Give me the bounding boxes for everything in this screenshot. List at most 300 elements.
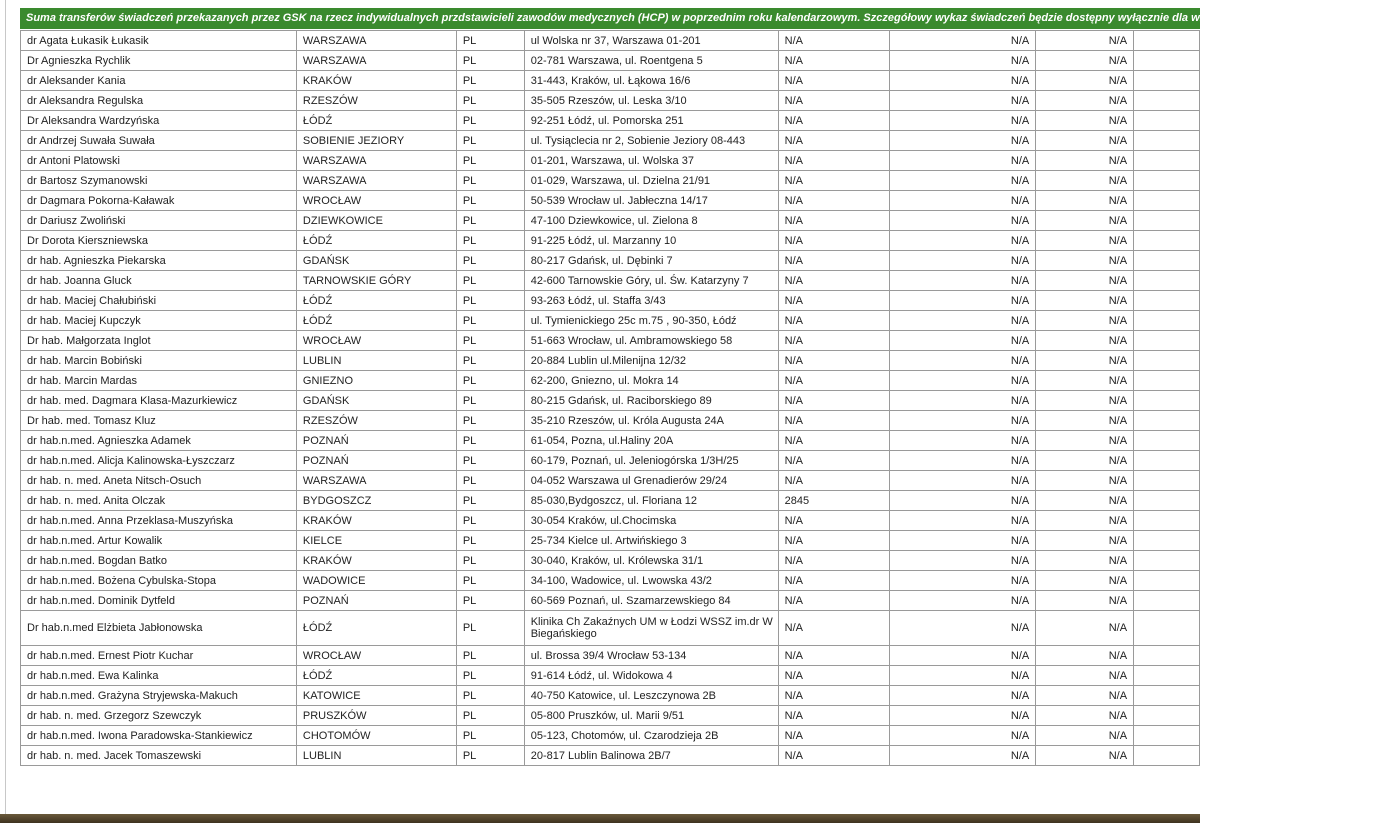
hcp-name-cell: dr hab.n.med. Anna Przeklasa-Muszyńska xyxy=(21,511,297,531)
hcp-name-cell: dr hab. n. med. Anita Olczak xyxy=(21,491,297,511)
empty-cell xyxy=(1134,726,1200,746)
city-cell: ŁÓDŹ xyxy=(296,611,456,646)
value-cell: N/A xyxy=(778,411,890,431)
value-cell: N/A xyxy=(1036,111,1134,131)
table-row xyxy=(21,411,1200,431)
hcp-name-cell: dr Andrzej Suwała Suwała xyxy=(21,131,297,151)
country-cell: PL xyxy=(456,271,524,291)
value-cell: N/A xyxy=(778,331,890,351)
city-cell: ŁÓDŹ xyxy=(296,311,456,331)
city-cell: WARSZAWA xyxy=(296,151,456,171)
value-cell: N/A xyxy=(890,551,1036,571)
address-cell: 34-100, Wadowice, ul. Lwowska 43/2 xyxy=(524,571,778,591)
value-cell: N/A xyxy=(778,391,890,411)
value-cell: N/A xyxy=(890,91,1036,111)
address-cell: 35-505 Rzeszów, ul. Leska 3/10 xyxy=(524,91,778,111)
city-cell: KIELCE xyxy=(296,531,456,551)
empty-cell xyxy=(1134,391,1200,411)
country-cell: PL xyxy=(456,371,524,391)
table-row xyxy=(21,611,1200,646)
value-cell: N/A xyxy=(1036,531,1134,551)
country-cell: PL xyxy=(456,191,524,211)
table-row xyxy=(21,431,1200,451)
address-cell: 91-614 Łódź, ul. Widokowa 4 xyxy=(524,666,778,686)
city-cell: RZESZÓW xyxy=(296,91,456,111)
hcp-name-cell: dr Aleksander Kania xyxy=(21,71,297,91)
value-cell: N/A xyxy=(890,391,1036,411)
country-cell: PL xyxy=(456,746,524,766)
value-cell: N/A xyxy=(778,171,890,191)
empty-cell xyxy=(1134,31,1200,51)
hcp-name-cell: dr Dariusz Zwoliński xyxy=(21,211,297,231)
value-cell: N/A xyxy=(778,31,890,51)
hcp-name-cell: Dr hab. med. Tomasz Kluz xyxy=(21,411,297,431)
address-cell: 47-100 Dziewkowice, ul. Zielona 8 xyxy=(524,211,778,231)
address-cell: 93-263 Łódź, ul. Staffa 3/43 xyxy=(524,291,778,311)
country-cell: PL xyxy=(456,331,524,351)
hcp-name-cell: dr hab.n.med. Alicja Kalinowska-Łyszczarz xyxy=(21,451,297,471)
country-cell: PL xyxy=(456,591,524,611)
value-cell: N/A xyxy=(1036,71,1134,91)
value-cell: N/A xyxy=(778,611,890,646)
value-cell: N/A xyxy=(1036,311,1134,331)
value-cell: N/A xyxy=(778,131,890,151)
value-cell: N/A xyxy=(778,511,890,531)
address-cell: 60-179, Poznań, ul. Jeleniogórska 1/3H/25 xyxy=(524,451,778,471)
empty-cell xyxy=(1134,511,1200,531)
address-cell: Klinika Ch Zakaźnych UM w Łodzi WSSZ im.dr W Biegańskiego xyxy=(524,611,778,646)
hcp-transfers-table xyxy=(20,30,1200,766)
address-cell: 25-734 Kielce ul. Artwińskiego 3 xyxy=(524,531,778,551)
empty-cell xyxy=(1134,371,1200,391)
country-cell: PL xyxy=(456,311,524,331)
address-cell: ul. Brossa 39/4 Wrocław 53-134 xyxy=(524,646,778,666)
hcp-name-cell: Dr Dorota Kierszniewska xyxy=(21,231,297,251)
value-cell: N/A xyxy=(890,231,1036,251)
country-cell: PL xyxy=(456,531,524,551)
value-cell: N/A xyxy=(890,431,1036,451)
empty-cell xyxy=(1134,351,1200,371)
empty-cell xyxy=(1134,71,1200,91)
empty-cell xyxy=(1134,571,1200,591)
value-cell: N/A xyxy=(1036,351,1134,371)
empty-cell xyxy=(1134,111,1200,131)
city-cell: GDAŃSK xyxy=(296,391,456,411)
country-cell: PL xyxy=(456,451,524,471)
country-cell: PL xyxy=(456,211,524,231)
table-row xyxy=(21,331,1200,351)
address-cell: 42-600 Tarnowskie Góry, ul. Św. Katarzyny 7 xyxy=(524,271,778,291)
empty-cell xyxy=(1134,231,1200,251)
value-cell: N/A xyxy=(1036,431,1134,451)
table-row xyxy=(21,591,1200,611)
value-cell: N/A xyxy=(1036,666,1134,686)
city-cell: WARSZAWA xyxy=(296,51,456,71)
city-cell: ŁÓDŹ xyxy=(296,291,456,311)
value-cell: N/A xyxy=(890,746,1036,766)
address-cell: 30-054 Kraków, ul.Chocimska xyxy=(524,511,778,531)
value-cell: N/A xyxy=(890,451,1036,471)
value-cell: N/A xyxy=(890,686,1036,706)
value-cell: N/A xyxy=(778,211,890,231)
value-cell: N/A xyxy=(890,511,1036,531)
address-cell: 35-210 Rzeszów, ul. Króla Augusta 24A xyxy=(524,411,778,431)
empty-cell xyxy=(1134,531,1200,551)
value-cell: N/A xyxy=(1036,171,1134,191)
value-cell: N/A xyxy=(778,251,890,271)
page-margin-rule xyxy=(5,0,6,814)
address-cell: 62-200, Gniezno, ul. Mokra 14 xyxy=(524,371,778,391)
empty-cell xyxy=(1134,51,1200,71)
table-row xyxy=(21,551,1200,571)
value-cell: N/A xyxy=(1036,646,1134,666)
hcp-name-cell: dr hab.n.med. Ernest Piotr Kuchar xyxy=(21,646,297,666)
empty-cell xyxy=(1134,251,1200,271)
hcp-name-cell: dr Aleksandra Regulska xyxy=(21,91,297,111)
value-cell: N/A xyxy=(778,151,890,171)
empty-cell xyxy=(1134,451,1200,471)
empty-cell xyxy=(1134,646,1200,666)
value-cell: N/A xyxy=(778,231,890,251)
value-cell: N/A xyxy=(778,471,890,491)
address-cell: 60-569 Poznań, ul. Szamarzewskiego 84 xyxy=(524,591,778,611)
city-cell: ŁÓDŹ xyxy=(296,231,456,251)
value-cell: N/A xyxy=(1036,686,1134,706)
address-cell: 05-800 Pruszków, ul. Marii 9/51 xyxy=(524,706,778,726)
value-cell: N/A xyxy=(1036,551,1134,571)
address-cell: 92-251 Łódź, ul. Pomorska 251 xyxy=(524,111,778,131)
table-row xyxy=(21,371,1200,391)
value-cell: N/A xyxy=(1036,471,1134,491)
value-cell: N/A xyxy=(890,31,1036,51)
value-cell: N/A xyxy=(890,111,1036,131)
value-cell: N/A xyxy=(890,491,1036,511)
country-cell: PL xyxy=(456,611,524,646)
city-cell: WROCŁAW xyxy=(296,646,456,666)
table-row xyxy=(21,51,1200,71)
table-row xyxy=(21,746,1200,766)
country-cell: PL xyxy=(456,151,524,171)
value-cell: N/A xyxy=(1036,491,1134,511)
value-cell: 2845 xyxy=(778,491,890,511)
country-cell: PL xyxy=(456,391,524,411)
city-cell: WROCŁAW xyxy=(296,191,456,211)
empty-cell xyxy=(1134,746,1200,766)
empty-cell xyxy=(1134,706,1200,726)
value-cell: N/A xyxy=(1036,411,1134,431)
address-cell: 04-052 Warszawa ul Grenadierów 29/24 xyxy=(524,471,778,491)
value-cell: N/A xyxy=(778,706,890,726)
table-row xyxy=(21,71,1200,91)
value-cell: N/A xyxy=(890,646,1036,666)
table-row xyxy=(21,686,1200,706)
value-cell: N/A xyxy=(1036,611,1134,646)
country-cell: PL xyxy=(456,491,524,511)
table-row xyxy=(21,706,1200,726)
hcp-name-cell: dr hab. Marcin Mardas xyxy=(21,371,297,391)
city-cell: CHOTOMÓW xyxy=(296,726,456,746)
hcp-name-cell: dr hab. n. med. Grzegorz Szewczyk xyxy=(21,706,297,726)
city-cell: KRAKÓW xyxy=(296,551,456,571)
value-cell: N/A xyxy=(1036,511,1134,531)
table-row xyxy=(21,91,1200,111)
value-cell: N/A xyxy=(778,311,890,331)
table-row xyxy=(21,471,1200,491)
value-cell: N/A xyxy=(1036,211,1134,231)
country-cell: PL xyxy=(456,411,524,431)
empty-cell xyxy=(1134,331,1200,351)
address-cell: 31-443, Kraków, ul. Łąkowa 16/6 xyxy=(524,71,778,91)
value-cell: N/A xyxy=(778,271,890,291)
empty-cell xyxy=(1134,551,1200,571)
table-row xyxy=(21,271,1200,291)
value-cell: N/A xyxy=(890,71,1036,91)
table-row xyxy=(21,571,1200,591)
address-cell: 80-217 Gdańsk, ul. Dębinki 7 xyxy=(524,251,778,271)
value-cell: N/A xyxy=(890,151,1036,171)
empty-cell xyxy=(1134,91,1200,111)
value-cell: N/A xyxy=(1036,51,1134,71)
country-cell: PL xyxy=(456,231,524,251)
value-cell: N/A xyxy=(890,51,1036,71)
value-cell: N/A xyxy=(890,411,1036,431)
value-cell: N/A xyxy=(778,71,890,91)
address-cell: 80-215 Gdańsk, ul. Raciborskiego 89 xyxy=(524,391,778,411)
value-cell: N/A xyxy=(890,351,1036,371)
value-cell: N/A xyxy=(1036,371,1134,391)
city-cell: KRAKÓW xyxy=(296,71,456,91)
empty-cell xyxy=(1134,491,1200,511)
address-cell: 85-030,Bydgoszcz, ul. Floriana 12 xyxy=(524,491,778,511)
address-cell: 05-123, Chotomów, ul. Czarodzieja 2B xyxy=(524,726,778,746)
value-cell: N/A xyxy=(778,291,890,311)
hcp-name-cell: Dr Aleksandra Wardzyńska xyxy=(21,111,297,131)
table-row xyxy=(21,511,1200,531)
table-row xyxy=(21,31,1200,51)
city-cell: RZESZÓW xyxy=(296,411,456,431)
window-bottom-edge xyxy=(0,814,1200,823)
empty-cell xyxy=(1134,211,1200,231)
address-cell: 40-750 Katowice, ul. Leszczynowa 2B xyxy=(524,686,778,706)
hcp-name-cell: dr hab. n. med. Jacek Tomaszewski xyxy=(21,746,297,766)
value-cell: N/A xyxy=(890,131,1036,151)
value-cell: N/A xyxy=(778,551,890,571)
country-cell: PL xyxy=(456,91,524,111)
country-cell: PL xyxy=(456,131,524,151)
table-row xyxy=(21,251,1200,271)
empty-cell xyxy=(1134,611,1200,646)
value-cell: N/A xyxy=(890,331,1036,351)
country-cell: PL xyxy=(456,706,524,726)
empty-cell xyxy=(1134,411,1200,431)
value-cell: N/A xyxy=(778,91,890,111)
value-cell: N/A xyxy=(778,726,890,746)
value-cell: N/A xyxy=(1036,191,1134,211)
hcp-name-cell: dr hab. Marcin Bobiński xyxy=(21,351,297,371)
address-cell: 50-539 Wrocław ul. Jabłeczna 14/17 xyxy=(524,191,778,211)
table-row xyxy=(21,191,1200,211)
table-row xyxy=(21,666,1200,686)
value-cell: N/A xyxy=(1036,451,1134,471)
value-cell: N/A xyxy=(890,531,1036,551)
city-cell: KRAKÓW xyxy=(296,511,456,531)
empty-cell xyxy=(1134,191,1200,211)
address-cell: 20-884 Lublin ul.Milenijna 12/32 xyxy=(524,351,778,371)
city-cell: PRUSZKÓW xyxy=(296,706,456,726)
value-cell: N/A xyxy=(1036,391,1134,411)
table-row xyxy=(21,291,1200,311)
empty-cell xyxy=(1134,686,1200,706)
table-row xyxy=(21,726,1200,746)
country-cell: PL xyxy=(456,71,524,91)
city-cell: TARNOWSKIE GÓRY xyxy=(296,271,456,291)
address-cell: 30-040, Kraków, ul. Królewska 31/1 xyxy=(524,551,778,571)
hcp-name-cell: dr hab. Maciej Kupczyk xyxy=(21,311,297,331)
empty-cell xyxy=(1134,131,1200,151)
address-cell: 02-781 Warszawa, ul. Roentgena 5 xyxy=(524,51,778,71)
value-cell: N/A xyxy=(1036,151,1134,171)
value-cell: N/A xyxy=(890,171,1036,191)
country-cell: PL xyxy=(456,471,524,491)
city-cell: BYDGOSZCZ xyxy=(296,491,456,511)
country-cell: PL xyxy=(456,251,524,271)
hcp-name-cell: dr hab. Maciej Chałubiński xyxy=(21,291,297,311)
value-cell: N/A xyxy=(1036,251,1134,271)
city-cell: WROCŁAW xyxy=(296,331,456,351)
hcp-name-cell: dr Antoni Platowski xyxy=(21,151,297,171)
value-cell: N/A xyxy=(890,311,1036,331)
table-row xyxy=(21,531,1200,551)
country-cell: PL xyxy=(456,291,524,311)
country-cell: PL xyxy=(456,666,524,686)
value-cell: N/A xyxy=(1036,231,1134,251)
value-cell: N/A xyxy=(1036,91,1134,111)
table-row xyxy=(21,231,1200,251)
hcp-name-cell: dr hab. n. med. Aneta Nitsch-Osuch xyxy=(21,471,297,491)
country-cell: PL xyxy=(456,351,524,371)
hcp-name-cell: Dr hab.n.med Elżbieta Jabłonowska xyxy=(21,611,297,646)
value-cell: N/A xyxy=(890,371,1036,391)
value-cell: N/A xyxy=(1036,291,1134,311)
value-cell: N/A xyxy=(890,191,1036,211)
hcp-name-cell: Dr Agnieszka Rychlik xyxy=(21,51,297,71)
country-cell: PL xyxy=(456,171,524,191)
city-cell: ŁÓDŹ xyxy=(296,111,456,131)
address-cell: 61-054, Pozna, ul.Haliny 20A xyxy=(524,431,778,451)
address-cell: 01-029, Warszawa, ul. Dzielna 21/91 xyxy=(524,171,778,191)
city-cell: POZNAŃ xyxy=(296,431,456,451)
hcp-name-cell: dr hab.n.med. Grażyna Stryjewska-Makuch xyxy=(21,686,297,706)
value-cell: N/A xyxy=(1036,591,1134,611)
city-cell: SOBIENIE JEZIORY xyxy=(296,131,456,151)
value-cell: N/A xyxy=(778,431,890,451)
hcp-name-cell: dr Dagmara Pokorna-Kaławak xyxy=(21,191,297,211)
city-cell: LUBLIN xyxy=(296,746,456,766)
address-cell: 91-225 Łódź, ul. Marzanny 10 xyxy=(524,231,778,251)
value-cell: N/A xyxy=(778,746,890,766)
hcp-name-cell: dr Agata Łukasik Łukasik xyxy=(21,31,297,51)
table-row xyxy=(21,351,1200,371)
value-cell: N/A xyxy=(778,191,890,211)
hcp-name-cell: dr hab.n.med. Bogdan Batko xyxy=(21,551,297,571)
hcp-name-cell: dr hab.n.med. Ewa Kalinka xyxy=(21,666,297,686)
empty-cell xyxy=(1134,171,1200,191)
address-cell: 51-663 Wrocław, ul. Ambramowskiego 58 xyxy=(524,331,778,351)
country-cell: PL xyxy=(456,646,524,666)
hcp-name-cell: dr hab. Agnieszka Piekarska xyxy=(21,251,297,271)
empty-cell xyxy=(1134,291,1200,311)
value-cell: N/A xyxy=(1036,131,1134,151)
value-cell: N/A xyxy=(778,666,890,686)
table-row xyxy=(21,311,1200,331)
value-cell: N/A xyxy=(1036,706,1134,726)
city-cell: WADOWICE xyxy=(296,571,456,591)
value-cell: N/A xyxy=(890,571,1036,591)
table-row xyxy=(21,451,1200,471)
hcp-name-cell: dr hab.n.med. Iwona Paradowska-Stankiewicz xyxy=(21,726,297,746)
value-cell: N/A xyxy=(890,706,1036,726)
value-cell: N/A xyxy=(778,111,890,131)
value-cell: N/A xyxy=(778,571,890,591)
empty-cell xyxy=(1134,471,1200,491)
value-cell: N/A xyxy=(1036,271,1134,291)
country-cell: PL xyxy=(456,511,524,531)
country-cell: PL xyxy=(456,571,524,591)
hcp-name-cell: dr hab.n.med. Dominik Dytfeld xyxy=(21,591,297,611)
value-cell: N/A xyxy=(890,271,1036,291)
hcp-name-cell: dr hab. med. Dagmara Klasa-Mazurkiewicz xyxy=(21,391,297,411)
value-cell: N/A xyxy=(778,371,890,391)
value-cell: N/A xyxy=(778,51,890,71)
address-cell: ul. Tymienickiego 25c m.75 , 90-350, Łódź xyxy=(524,311,778,331)
city-cell: WARSZAWA xyxy=(296,171,456,191)
value-cell: N/A xyxy=(890,211,1036,231)
city-cell: POZNAŃ xyxy=(296,451,456,471)
value-cell: N/A xyxy=(778,646,890,666)
value-cell: N/A xyxy=(890,666,1036,686)
value-cell: N/A xyxy=(1036,571,1134,591)
value-cell: N/A xyxy=(778,686,890,706)
empty-cell xyxy=(1134,151,1200,171)
city-cell: KATOWICE xyxy=(296,686,456,706)
value-cell: N/A xyxy=(1036,31,1134,51)
hcp-name-cell: dr Bartosz Szymanowski xyxy=(21,171,297,191)
address-cell: ul. Tysiąclecia nr 2, Sobienie Jeziory 08-443 xyxy=(524,131,778,151)
city-cell: POZNAŃ xyxy=(296,591,456,611)
hcp-name-cell: dr hab.n.med. Agnieszka Adamek xyxy=(21,431,297,451)
city-cell: DZIEWKOWICE xyxy=(296,211,456,231)
value-cell: N/A xyxy=(890,251,1036,271)
value-cell: N/A xyxy=(890,291,1036,311)
address-cell: ul Wolska nr 37, Warszawa 01-201 xyxy=(524,31,778,51)
country-cell: PL xyxy=(456,686,524,706)
table-row xyxy=(21,111,1200,131)
country-cell: PL xyxy=(456,551,524,571)
table-row xyxy=(21,491,1200,511)
hcp-name-cell: Dr hab. Małgorzata Inglot xyxy=(21,331,297,351)
city-cell: WARSZAWA xyxy=(296,31,456,51)
address-cell: 01-201, Warszawa, ul. Wolska 37 xyxy=(524,151,778,171)
table-row xyxy=(21,151,1200,171)
value-cell: N/A xyxy=(890,591,1036,611)
value-cell: N/A xyxy=(778,591,890,611)
country-cell: PL xyxy=(456,51,524,71)
value-cell: N/A xyxy=(890,471,1036,491)
empty-cell xyxy=(1134,431,1200,451)
hcp-name-cell: dr hab.n.med. Bożena Cybulska-Stopa xyxy=(21,571,297,591)
country-cell: PL xyxy=(456,111,524,131)
country-cell: PL xyxy=(456,431,524,451)
